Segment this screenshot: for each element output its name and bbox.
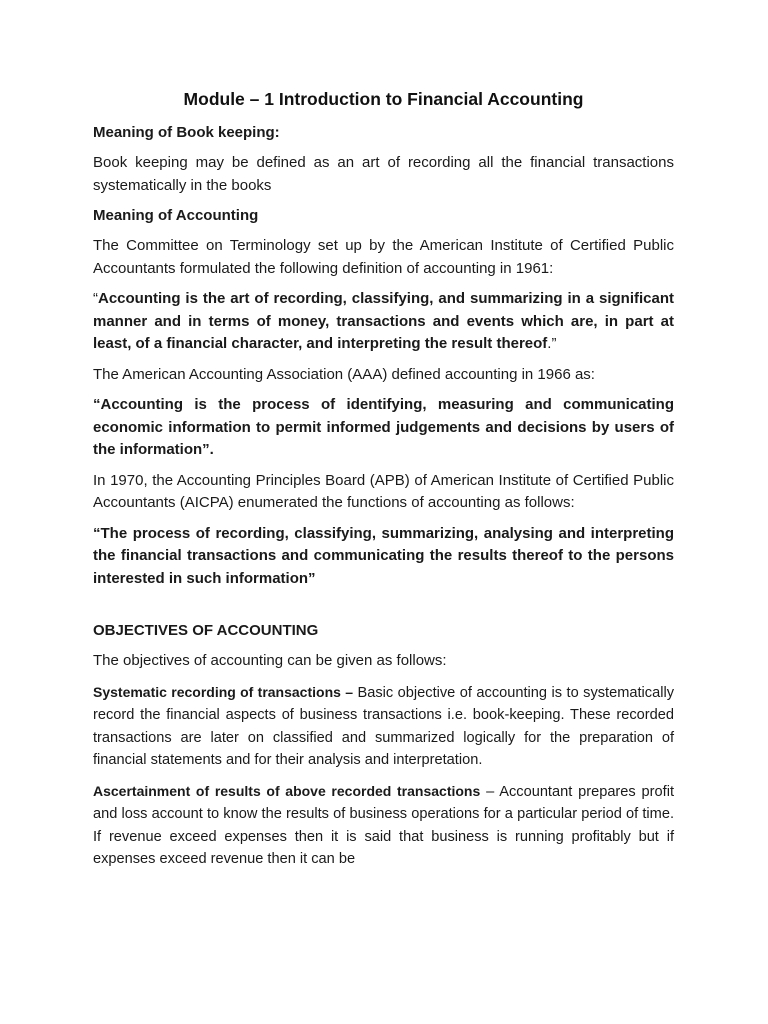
page-title: Module – 1 Introduction to Financial Accounting: [183, 89, 584, 109]
aaa-intro: The American Accounting Association (AAA) defined accounting in 1966 as:: [93, 365, 595, 383]
bookkeeping-text: Book keeping may be defined as an art of recording all the financial transactions systematically in the books: [93, 154, 674, 194]
objective-lead: Ascertainment of results of above recorded transactions: [93, 782, 481, 799]
aaa-definition-quote: “Accounting is the process of identifying, measuring and communicating economic information to permit informed judgements and decisions by users of the information”.: [93, 396, 674, 458]
objective-lead: Systematic recording of transactions –: [93, 683, 354, 700]
apb-intro: In 1970, the Accounting Principles Board (APB) of American Institute of Certified Public Accountants (AICPA) enumerated the functions of accounting as follows:: [93, 471, 674, 511]
apb-definition-quote: “The process of recording, classifying, summarizing, analysing and interpreting the financial transactions and communicating the results thereof to the persons interested in such information”: [93, 524, 674, 587]
quote-close: .”: [547, 335, 557, 352]
aicpa-definition-quote: [93, 288, 674, 356]
objective-item: [93, 780, 674, 871]
quote-open: “: [93, 290, 98, 307]
objective-text: Basic objective of accounting is to systematically record the financial aspects of business transactions i.e. book-keeping. These recorded transactions are later on classified and summarized logically for the preparation of financial statements and for their analysis and interpretation.: [93, 684, 674, 768]
bookkeeping-heading: Meaning of Book keeping:: [93, 124, 280, 141]
objective-item: [93, 681, 674, 772]
aicpa-quote-text: Accounting is the art of recording, classifying, and summarizing in a significant manner and in terms of money, transactions and events which are, in part at least, of a financial character, and interpreting the result thereof: [93, 290, 674, 352]
accounting-heading: Meaning of Accounting: [93, 207, 259, 224]
objective-text: – Accountant prepares profit and loss account to know the results of business operations for a particular period of time. If revenue exceed expenses then it is said that business is running profitably but if expenses exceed revenue then it can be: [93, 783, 674, 867]
objectives-heading: OBJECTIVES OF ACCOUNTING: [93, 622, 319, 639]
aicpa-intro: The Committee on Terminology set up by the American Institute of Certified Public Accountants formulated the following definition of accounting in 1961:: [93, 237, 674, 277]
objectives-intro: The objectives of accounting can be given as follows:: [93, 652, 447, 669]
